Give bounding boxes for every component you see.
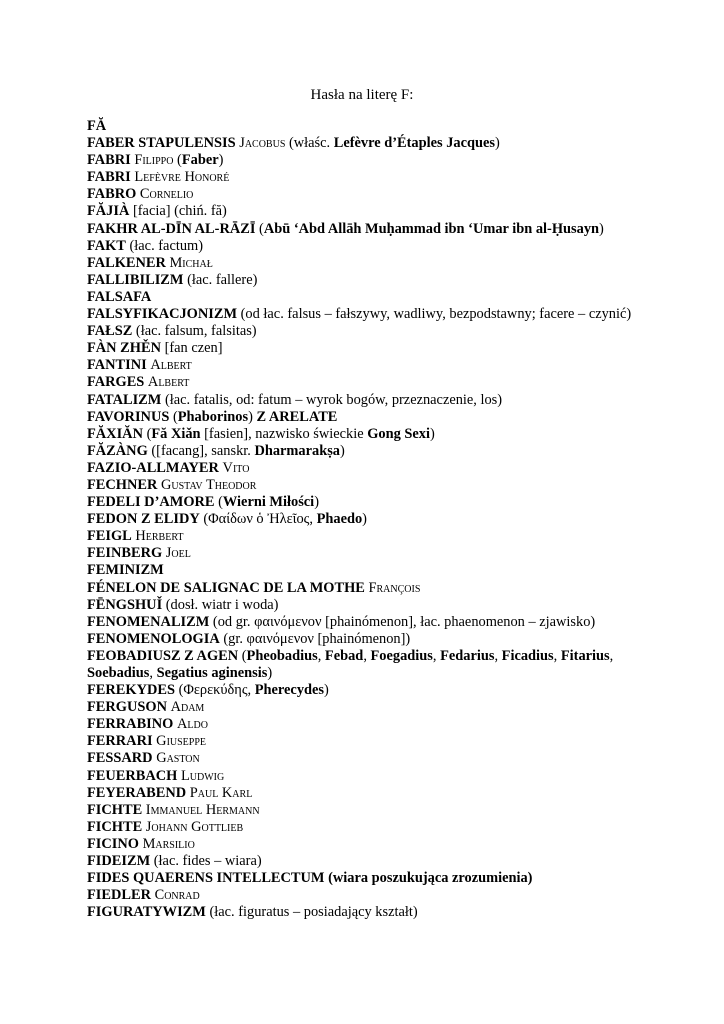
- entry-headword: FAŁSZ: [87, 323, 133, 340]
- entry-given-name: Michał: [169, 254, 213, 271]
- entry-bold-text: Pheobadius: [246, 647, 318, 664]
- entry-text: ,: [432, 647, 441, 664]
- entry: [87, 528, 632, 545]
- entry-text: (: [238, 647, 247, 664]
- entry-headword: FANTINI: [87, 357, 147, 374]
- entry-bold-text: Pherecydes: [254, 682, 325, 699]
- entry-bold-text: Phaborinos: [177, 408, 249, 425]
- entry: [87, 511, 632, 528]
- entry-headword: FEDELI D’AMORE: [87, 494, 215, 511]
- entry-headword: FEOBADIUSZ Z AGEN: [87, 647, 239, 664]
- entry: [87, 409, 632, 426]
- entry-given-name: Aldo: [176, 716, 208, 733]
- entry-bold-text: Segatius aginensis: [156, 665, 268, 681]
- entry: [87, 460, 632, 477]
- entry-bold-text: Gong Sexi: [367, 425, 430, 442]
- entry-text: ([facang], sanskr.: [147, 442, 255, 459]
- entry-headword: FALSAFA: [87, 288, 152, 305]
- entry-text: (: [214, 494, 223, 511]
- entry: [87, 357, 632, 374]
- entry-text: (gr. φαινόμενον [phainómenon]): [219, 630, 411, 647]
- entry-text: [fasien], nazwisko świeckie: [200, 425, 368, 442]
- entry-bold-text: Fedarius: [440, 647, 495, 664]
- entry-headword: FIEDLER: [87, 887, 151, 904]
- entry-headword: FĂ: [87, 118, 107, 134]
- entry-headword: FENOMENOLOGIA: [87, 630, 220, 647]
- entry: [87, 221, 632, 238]
- entry-text: ): [324, 682, 329, 699]
- entry-given-name: Conrad: [154, 887, 200, 904]
- entry: [87, 494, 632, 511]
- entry-text: ,: [609, 647, 614, 664]
- entry-headword: FECHNER: [87, 476, 158, 493]
- entry-text: [facia] (chiń. fă): [129, 203, 227, 220]
- entry-headword: FEREKYDES: [87, 682, 175, 699]
- entry-headword: FENOMENALIZM: [87, 613, 210, 630]
- entry-headword: FĂZÀNG: [87, 442, 148, 459]
- entry: [87, 580, 632, 597]
- entry-bold-text: Soebadius: [87, 665, 150, 681]
- entry-headword: FEMINIZM: [87, 562, 164, 579]
- entry-headword: FAKT: [87, 237, 126, 254]
- entry-given-name: Gaston: [156, 750, 200, 767]
- entry-headword: FICINO: [87, 835, 139, 852]
- entry: [87, 272, 632, 289]
- entry-text: ): [314, 494, 319, 511]
- entry-headword: FERRARI: [87, 733, 153, 750]
- entry-given-name: Albert: [150, 357, 192, 374]
- entry-list: [87, 118, 632, 921]
- entry-text: (Φαίδων ὁ Ἠλεῖος,: [199, 511, 317, 528]
- entry: [87, 203, 632, 220]
- entry-headword: FĂJIÀ: [87, 203, 130, 220]
- entry: [87, 255, 632, 272]
- entry: [87, 426, 632, 443]
- entry-bold-text: Abū ‘Abd Allāh Muḥammad ibn ‘Umar ibn al-Ḥusayn: [263, 220, 600, 237]
- entry-text: ): [218, 152, 224, 169]
- entry-given-name: Lefèvre Honoré: [134, 169, 230, 186]
- entry-headword: FERRABINO: [87, 716, 174, 733]
- entry-bold-text: Lefèvre d’Étaples Jacques: [333, 135, 495, 152]
- entry-text: (łac. figuratus – posiadający kształt): [205, 904, 418, 921]
- entry-given-name: Filippo: [134, 152, 174, 169]
- entry-text: (: [142, 425, 152, 442]
- entry-bold-text: Fitarius: [560, 647, 610, 664]
- entry: [87, 870, 632, 887]
- entry-text: (właśc.: [285, 135, 334, 152]
- entry-headword: FERGUSON: [87, 699, 167, 716]
- entry-given-name: Giuseppe: [156, 733, 207, 750]
- entry: [87, 733, 632, 750]
- entry-headword: FĂXIĂN: [87, 425, 143, 442]
- entry-headword: FIDEIZM: [87, 853, 151, 870]
- entry: [87, 562, 632, 579]
- entry: [87, 785, 632, 802]
- entry-text: (łac. falsum, falsitas): [132, 323, 257, 340]
- entry: [87, 614, 632, 631]
- entry-given-name: Cornelio: [139, 186, 194, 203]
- entry-headword: FABRO: [87, 186, 137, 203]
- entry-headword: FEYERABEND: [87, 784, 187, 801]
- entry-given-name: Gustav Theodor: [160, 476, 257, 493]
- entry-text: (łac. factum): [125, 237, 204, 254]
- entry-headword: FATALIZM: [87, 391, 162, 408]
- entry: [87, 323, 632, 340]
- entry: [87, 802, 632, 819]
- entry-text: ): [429, 425, 435, 442]
- entry: [87, 152, 632, 169]
- entry-headword: FEIGL: [87, 528, 132, 545]
- entry: [87, 118, 632, 135]
- entry-given-name: Albert: [147, 374, 190, 391]
- entry-bold-text: Wierni Miłości: [222, 494, 315, 511]
- entry-given-name: Adam: [170, 699, 205, 716]
- entry: [87, 597, 632, 614]
- entry-text: (od gr. φαινόμενον [phainómenon], łac. phaenomenon – zjawisko): [209, 613, 596, 630]
- entry-text: ,: [317, 647, 325, 664]
- entry-text: ,: [363, 647, 371, 664]
- entry: [87, 750, 632, 767]
- entry: [87, 186, 632, 203]
- entry-headword: FABER STAPULENSIS: [87, 135, 236, 152]
- entry: [87, 699, 632, 716]
- entry-headword: FAKHR AL-DĪN AL-RĀZĪ: [87, 220, 256, 237]
- entry: [87, 238, 632, 255]
- entry: [87, 443, 632, 460]
- entry: [87, 477, 632, 494]
- entry: [87, 768, 632, 785]
- entry-headword: FALLIBILIZM: [87, 271, 184, 288]
- entry: [87, 289, 632, 306]
- entry: [87, 887, 632, 904]
- entry-headword: FABRI: [87, 169, 131, 186]
- entry: [87, 392, 632, 409]
- entry-given-name: Immanuel Hermann: [145, 801, 260, 818]
- entry: [87, 819, 632, 836]
- entry-bold-text: Fă Xiǎn: [151, 425, 201, 442]
- entry-given-name: Marsilio: [142, 835, 195, 852]
- entry-text: (łac. fatalis, od: fatum – wyrok bogów, przeznaczenie, los): [161, 391, 503, 408]
- entry-headword: FESSARD: [87, 750, 153, 767]
- entry: [87, 682, 632, 699]
- entry-text: (: [169, 408, 178, 425]
- entry-headword: FEUERBACH: [87, 767, 178, 784]
- entry-text: (dosł. wiatr i woda): [162, 596, 279, 613]
- entry-headword: FEINBERG: [87, 545, 163, 562]
- entry-headword: FIGURATYWIZM: [87, 904, 206, 921]
- entry-text: ): [362, 511, 367, 528]
- entry-bold-text: Faber: [181, 152, 219, 169]
- entry-text: ): [267, 665, 273, 681]
- entry-headword: FABRI: [87, 152, 131, 169]
- entry-given-name: Ludwig: [180, 767, 225, 784]
- entry: [87, 904, 632, 921]
- entry-headword: FICHTE: [87, 801, 143, 818]
- entry-bold-text: Z ARELATE: [256, 408, 338, 425]
- entry-bold-text: Ficadius: [501, 647, 554, 664]
- entry: [87, 135, 632, 152]
- entry: [87, 306, 632, 323]
- entry: [87, 631, 632, 648]
- entry: [87, 648, 632, 682]
- entry-bold-text: Foegadius: [370, 647, 433, 664]
- entry-headword: FAVORINUS: [87, 408, 170, 425]
- entry-text: (: [173, 152, 182, 169]
- entry: [87, 716, 632, 733]
- entry-text: [fan czen]: [160, 340, 223, 357]
- entry-text: ): [599, 220, 604, 237]
- entry-headword: FARGES: [87, 374, 145, 391]
- entry-text: (Φερεκύδης,: [174, 682, 255, 699]
- entry-headword: FIDES QUAERENS INTELLECTUM (wiara poszukująca zrozumienia): [87, 870, 533, 887]
- entry-given-name: François: [368, 579, 421, 596]
- entry: [87, 853, 632, 870]
- entry: [87, 169, 632, 186]
- entry-text: (od łac. falsus – fałszywy, wadliwy, bezpodstawny; facere – czynić): [237, 306, 632, 323]
- entry-bold-text: Febad: [324, 647, 364, 664]
- entry-given-name: Herbert: [135, 528, 184, 545]
- entry-given-name: Paul Karl: [189, 784, 253, 801]
- entry-text: (łac. fides – wiara): [150, 853, 262, 870]
- entry-headword: FAZIO-ALLMAYER: [87, 459, 219, 476]
- entry-text: (: [255, 220, 264, 237]
- entry-text: ): [340, 442, 345, 459]
- entry-given-name: Vito: [222, 459, 250, 476]
- entry-bold-text: Dharmarakṣa: [254, 442, 340, 459]
- entry-headword: FICHTE: [87, 818, 143, 835]
- entry-headword: FALKENER: [87, 254, 166, 271]
- entry-text: ): [248, 408, 257, 425]
- entry-text: ): [494, 135, 500, 152]
- entry-headword: FEDON Z ELIDY: [87, 511, 200, 528]
- entry-given-name: Jacobus: [239, 135, 286, 152]
- entry-headword: FÉNELON DE SALIGNAC DE LA MOTHE: [87, 579, 365, 596]
- entry: [87, 545, 632, 562]
- entry-text: (łac. fallere): [183, 271, 258, 288]
- entry-given-name: Johann Gottlieb: [145, 818, 244, 835]
- entry: [87, 374, 632, 391]
- entry: [87, 340, 632, 357]
- entry-headword: FALSYFIKACJONIZM: [87, 306, 238, 323]
- entry-text: ,: [149, 665, 157, 681]
- entry-headword: FĒNGSHUǏ: [87, 596, 163, 613]
- entry-given-name: Joel: [165, 545, 191, 562]
- entry-bold-text: Phaedo: [316, 511, 363, 528]
- entry-text: ,: [553, 647, 561, 664]
- entry: [87, 836, 632, 853]
- entry-headword: FÀN ZHĚN: [87, 340, 161, 357]
- page-heading: Hasła na literę F:: [310, 87, 414, 103]
- entry-text: ,: [494, 647, 502, 664]
